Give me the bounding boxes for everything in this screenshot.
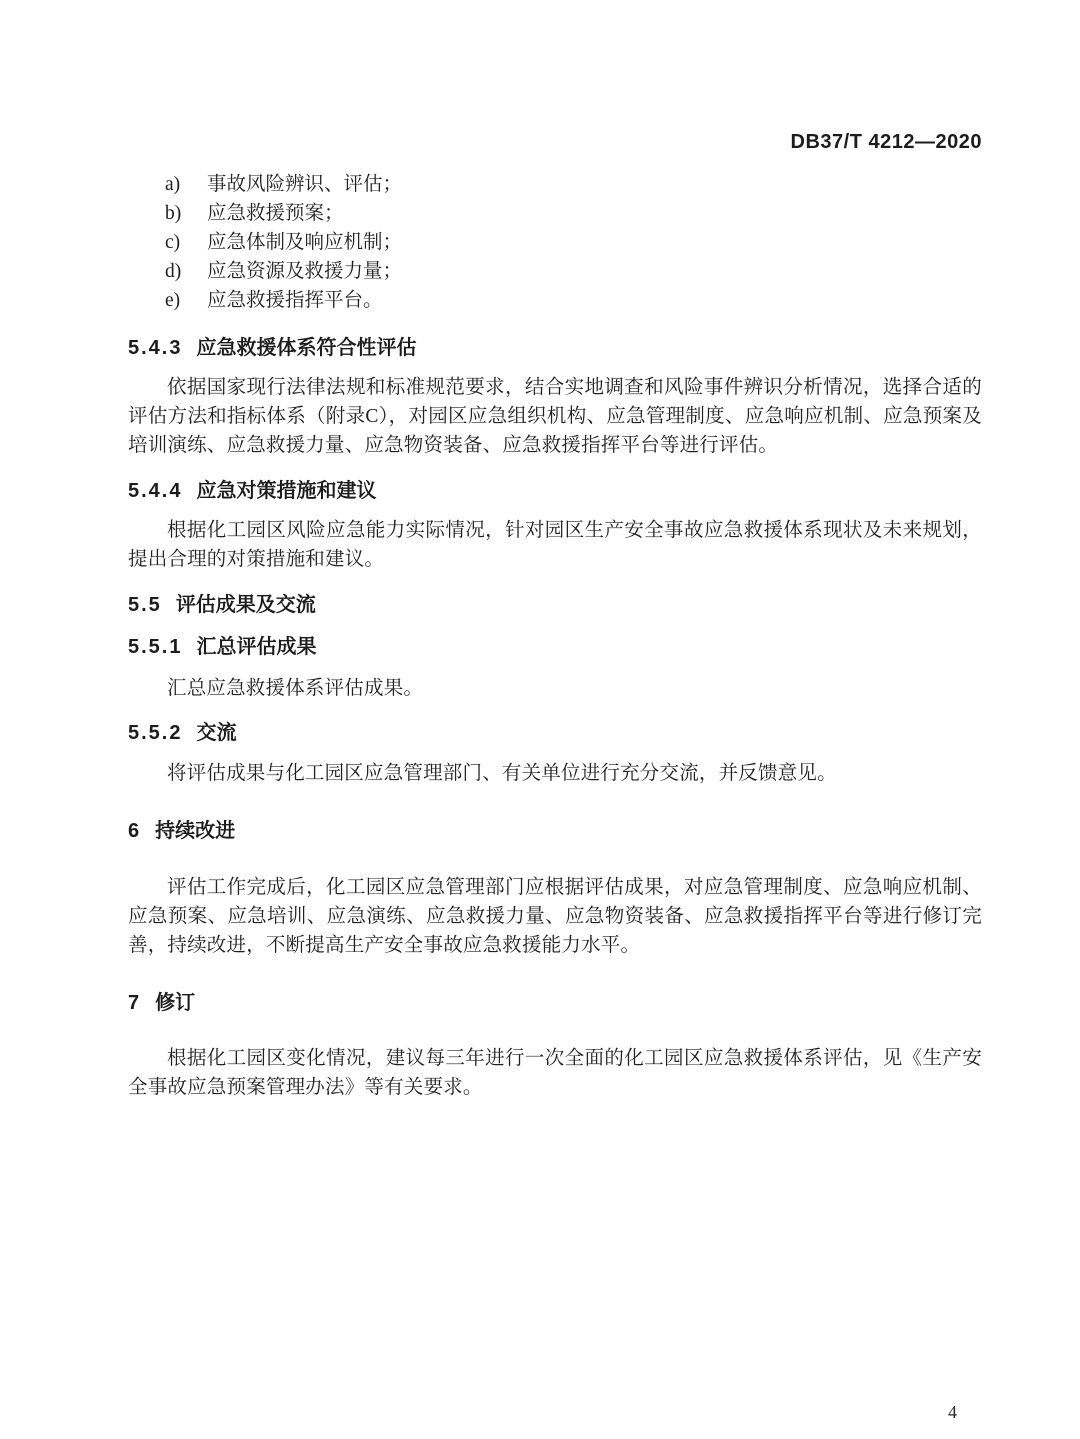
section-number: 5.4.3	[128, 337, 183, 359]
list-item-marker: a)	[165, 174, 181, 195]
section-7	[128, 990, 982, 1102]
list-item-text: 应急体制及响应机制；	[207, 232, 403, 253]
list-item	[128, 228, 982, 257]
section-paragraph: 根据化工园区风险应急能力实际情况，针对园区生产安全事故应急救援体系现状及未来规划，提出合理的对策措施和建议。	[128, 520, 982, 570]
section-title: 修订	[155, 992, 196, 1014]
section-number: 5.5	[128, 594, 162, 616]
section-paragraph: 依据国家现行法律法规和标准规范要求，结合实地调查和风险事件辨识分析情况，选择合适的评估方法和指标体系（附录C），对园区应急组织机构、应急管理制度、应急响应机制、应急预案及培训演练、应急救援力量、应急物资装备、应急救援指挥平台等进行评估。	[128, 377, 982, 456]
list-item	[128, 199, 982, 228]
section-paragraph: 汇总应急救援体系评估成果。	[167, 678, 424, 699]
section-paragraph: 根据化工园区变化情况，建议每三年进行一次全面的化工园区应急救援体系评估，见《生产安全事故应急预案管理办法》等有关要求。	[128, 1048, 982, 1098]
page-content	[128, 0, 982, 1102]
list-item	[128, 257, 982, 286]
section-title: 评估成果及交流	[175, 594, 316, 616]
section-title: 汇总评估成果	[196, 636, 317, 658]
list-item-marker: b)	[165, 203, 182, 224]
list-item	[128, 170, 982, 199]
section-5-5-2	[128, 720, 982, 788]
section-title: 交流	[196, 722, 237, 744]
chapter-heading	[128, 818, 982, 845]
standard-number: DB37/T 4212—2020	[790, 131, 982, 153]
list-item-text: 应急救援指挥平台。	[207, 290, 383, 311]
section-5-4-4	[128, 478, 982, 574]
section-title: 应急救援体系符合性评估	[196, 337, 417, 359]
list-item	[128, 286, 982, 315]
list-item-text: 事故风险辨识、评估；	[207, 174, 403, 195]
section-heading	[128, 335, 982, 362]
list-item-marker: d)	[165, 261, 182, 282]
section-paragraph: 评估工作完成后，化工园区应急管理部门应根据评估成果，对应急管理制度、应急响应机制、应急预案、应急培训、应急演练、应急救援力量、应急物资装备、应急救援指挥平台等进行修订完善，持续改进，不断提高生产安全事故应急救援能力水平。	[128, 877, 982, 956]
section-heading	[128, 478, 982, 505]
page-number: 4	[948, 1402, 957, 1422]
section-title: 持续改进	[155, 820, 236, 842]
section-5-5-1	[128, 634, 982, 703]
chapter-heading	[128, 990, 982, 1017]
list-item-text: 应急资源及救援力量；	[207, 261, 403, 282]
section-number: 5.5.1	[128, 636, 183, 658]
section-heading	[128, 592, 982, 619]
list-item-marker: c)	[165, 232, 181, 253]
section-6	[128, 818, 982, 960]
list-item-marker: e)	[165, 290, 181, 311]
document-header	[128, 131, 982, 153]
section-number: 5.5.2	[128, 722, 183, 744]
lettered-list	[128, 170, 982, 315]
list-item-text: 应急救援预案；	[207, 203, 344, 224]
section-number: 5.4.4	[128, 480, 183, 502]
section-5-5	[128, 592, 982, 619]
section-title: 应急对策措施和建议	[196, 480, 377, 502]
section-number: 7	[128, 992, 142, 1014]
section-heading	[128, 720, 982, 747]
section-number: 6	[128, 820, 142, 842]
section-5-4-3	[128, 335, 982, 460]
section-heading	[128, 634, 982, 661]
section-paragraph: 将评估成果与化工园区应急管理部门、有关单位进行充分交流，并反馈意见。	[167, 763, 837, 784]
